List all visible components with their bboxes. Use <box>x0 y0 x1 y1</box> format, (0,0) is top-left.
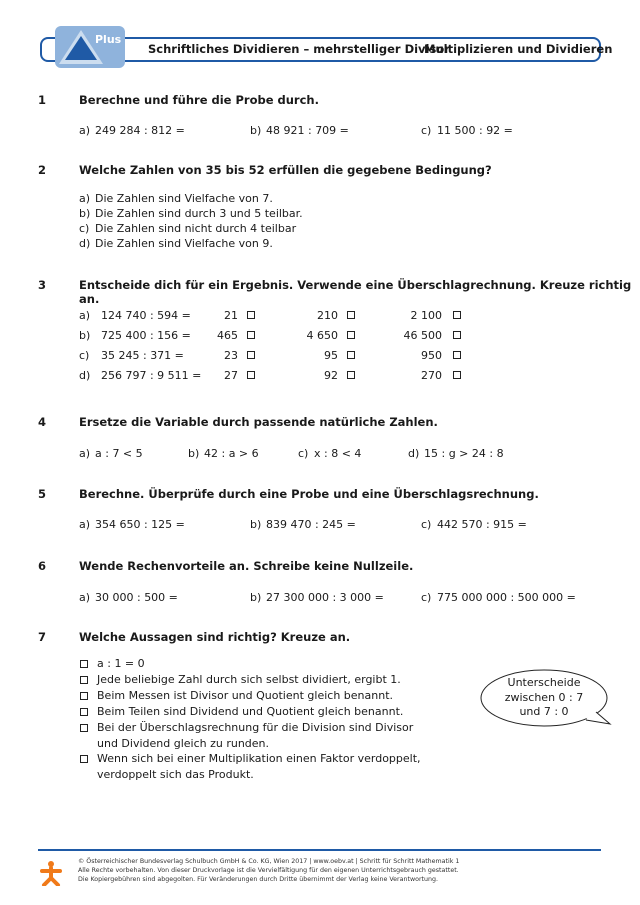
option-value: 4 650 <box>306 329 338 342</box>
task-item: c) 775 000 000 : 500 000 = <box>421 591 576 604</box>
statement-checkbox[interactable] <box>80 724 88 732</box>
task-item: c) 11 500 : 92 = <box>421 124 513 137</box>
task-item: d) 15 : g > 24 : 8 <box>408 447 504 460</box>
statement-checkbox[interactable] <box>80 755 88 763</box>
publisher-logo-icon <box>38 860 64 886</box>
statement-text: Beim Messen ist Divisor und Quotient gleich benannt. <box>97 689 394 702</box>
exercise-number: 5 <box>38 487 47 501</box>
answer-checkbox[interactable] <box>453 311 461 319</box>
task-item: c) x : 8 < 4 <box>298 447 362 460</box>
task-row-expression: 725 400 : 156 = <box>101 329 191 342</box>
exercise-number: 3 <box>38 278 47 292</box>
option-value: 950 <box>421 349 442 362</box>
task-item: b) 839 470 : 245 = <box>250 518 356 531</box>
answer-checkbox[interactable] <box>347 351 355 359</box>
exercise-number: 2 <box>38 163 47 177</box>
answer-checkbox[interactable] <box>347 311 355 319</box>
task-row-label: c) <box>79 349 90 362</box>
logo-badge-text: Plus <box>95 33 122 46</box>
statement-text: Wenn sich bei einer Multiplikation einen Faktor verdoppelt, <box>97 752 421 765</box>
task-item: a) Die Zahlen sind Vielfache von 7. <box>79 192 273 205</box>
statement-text: Jede beliebige Zahl durch sich selbst dividiert, ergibt 1. <box>97 673 401 686</box>
task-item: c) Die Zahlen sind nicht durch 4 teilbar <box>79 222 297 235</box>
answer-checkbox[interactable] <box>453 371 461 379</box>
exercise-number: 6 <box>38 559 47 573</box>
answer-checkbox[interactable] <box>453 351 461 359</box>
exercise-title: Berechne. Überprüfe durch eine Probe und eine Überschlagsrechnung. <box>79 487 539 501</box>
task-item: b) Die Zahlen sind durch 3 und 5 teilbar. <box>79 207 303 220</box>
answer-checkbox[interactable] <box>247 331 255 339</box>
task-item: b) 42 : a > 6 <box>188 447 259 460</box>
answer-checkbox[interactable] <box>347 371 355 379</box>
hint-text: Unterscheide zwischen 0 : 7 und 7 : 0 <box>504 676 584 718</box>
option-value: 21 <box>224 309 238 322</box>
statement-text: a : 1 = 0 <box>97 657 145 670</box>
task-row-label: a) <box>79 309 91 322</box>
option-value: 27 <box>224 369 238 382</box>
plus-logo <box>55 26 125 68</box>
answer-checkbox[interactable] <box>247 351 255 359</box>
task-item: c) 442 570 : 915 = <box>421 518 527 531</box>
statement-text-continued: verdoppelt sich das Produkt. <box>97 768 254 781</box>
task-item: b) 48 921 : 709 = <box>250 124 349 137</box>
exercise-title: Berechne und führe die Probe durch. <box>79 93 319 107</box>
option-value: 270 <box>421 369 442 382</box>
option-value: 465 <box>217 329 238 342</box>
answer-checkbox[interactable] <box>247 371 255 379</box>
topic-title: Schriftliches Dividieren – mehrstelliger Divisor <box>148 42 450 56</box>
option-value: 210 <box>317 309 338 322</box>
task-item: b) 27 300 000 : 3 000 = <box>250 591 384 604</box>
footer-divider <box>38 849 601 851</box>
answer-checkbox[interactable] <box>247 311 255 319</box>
task-item: a) 30 000 : 500 = <box>79 591 178 604</box>
task-row-expression: 256 797 : 9 511 = <box>101 369 202 382</box>
task-row-label: b) <box>79 329 91 342</box>
task-row-expression: 35 245 : 371 = <box>101 349 184 362</box>
statement-text: Bei der Überschlagsrechnung für die Division sind Divisor <box>97 721 414 734</box>
task-item: a) a : 7 < 5 <box>79 447 143 460</box>
statement-checkbox[interactable] <box>80 692 88 700</box>
option-value: 95 <box>324 349 338 362</box>
answer-checkbox[interactable] <box>347 331 355 339</box>
exercise-number: 1 <box>38 93 47 107</box>
exercise-number: 7 <box>38 630 47 644</box>
option-value: 23 <box>224 349 238 362</box>
chapter-title: Multiplizieren und Dividieren <box>424 42 613 56</box>
option-value: 2 100 <box>410 309 442 322</box>
statement-checkbox[interactable] <box>80 676 88 684</box>
option-value: 46 500 <box>403 329 442 342</box>
statement-text-continued: und Dividend gleich zu runden. <box>97 737 270 750</box>
task-item: d) Die Zahlen sind Vielfache von 9. <box>79 237 273 250</box>
exercise-number: 4 <box>38 415 47 429</box>
exercise-title: Ersetze die Variable durch passende natürliche Zahlen. <box>79 415 438 429</box>
statement-text: Beim Teilen sind Dividend und Quotient gleich benannt. <box>97 705 404 718</box>
exercise-title: Welche Aussagen sind richtig? Kreuze an. <box>79 630 351 644</box>
task-item: a) 249 284 : 812 = <box>79 124 185 137</box>
exercise-title: Welche Zahlen von 35 bis 52 erfüllen die gegebene Bedingung? <box>79 163 492 177</box>
task-row-label: d) <box>79 369 91 382</box>
statement-checkbox[interactable] <box>80 660 88 668</box>
task-item: a) 354 650 : 125 = <box>79 518 185 531</box>
answer-checkbox[interactable] <box>453 331 461 339</box>
copyright-notice: © Österreichischer Bundesverlag Schulbuch GmbH & Co. KG, Wien 2017 | www.oebv.at | Schritt für Schritt Mathematik 1 Alle Rechte vorbehalten. Von dieser Druckvorlage ist die Vervielfältigung für den eigenen Unterrichtsgebrauch gestattet. Die Kopiergebühren sind abgegolten. Für Veränderungen durch Dritte übernimmt der Verlag keine Verantwortung. <box>78 858 460 883</box>
exercise-title: Wende Rechenvorteile an. Schreibe keine Nullzeile. <box>79 559 414 573</box>
statement-checkbox[interactable] <box>80 708 88 716</box>
task-row-expression: 124 740 : 594 = <box>101 309 191 322</box>
exercise-title: Entscheide dich für ein Ergebnis. Verwende eine Überschlagrechnung. Kreuze richtig an. <box>79 278 632 306</box>
option-value: 92 <box>324 369 338 382</box>
